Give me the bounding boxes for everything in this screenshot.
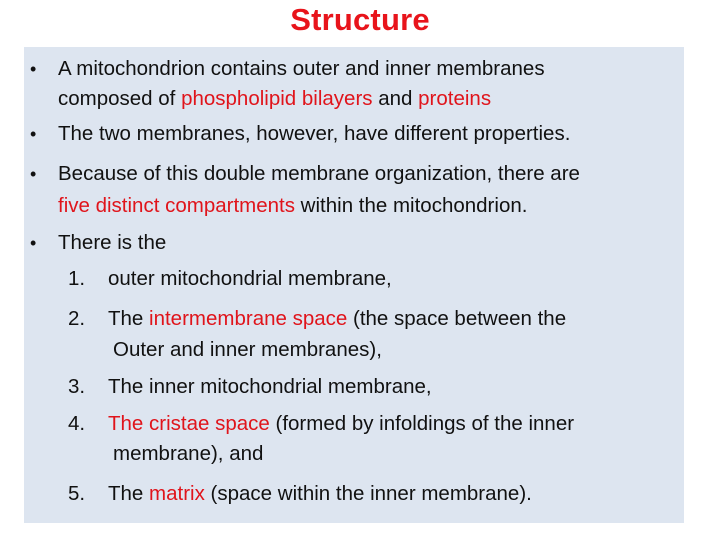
page-title: Structure (290, 2, 430, 37)
text-span: Because of this double membrane organization, there are (58, 162, 580, 185)
text-span: composed of (58, 87, 182, 110)
bullet-marker: • (30, 233, 37, 253)
item-4-line-2 (113, 441, 263, 467)
highlight-intermembrane: intermembrane space (149, 307, 348, 330)
item-number: 2. (68, 307, 86, 330)
text-span: membrane), and (113, 442, 264, 465)
item-1-line-1 (108, 266, 392, 292)
bullet-1-line-2 (58, 86, 491, 112)
item-3-line-1 (108, 374, 432, 400)
text-span: The inner mitochondrial membrane, (108, 375, 432, 398)
highlight-cristae: The cristae space (108, 412, 270, 435)
bullet-1-line-1 (58, 56, 545, 82)
bullet-marker: • (30, 164, 37, 184)
item-number: 5. (68, 482, 86, 505)
highlight-phospholipid: phospholipid bilayers (181, 87, 373, 110)
text-span: (space within the inner membrane). (204, 482, 532, 505)
item-2-line-1 (108, 306, 566, 332)
bullet-4-line-1 (58, 230, 166, 256)
item-number: 3. (68, 375, 86, 398)
highlight-matrix: matrix (149, 482, 205, 505)
bullet-marker: • (30, 59, 37, 79)
item-number: 1. (68, 267, 86, 290)
text-span: (the space between the (347, 307, 567, 330)
bullet-3-line-1 (58, 161, 580, 187)
text-span: The two membranes, however, have different properties. (58, 122, 571, 145)
text-span: Outer and inner membranes), (113, 338, 382, 361)
text-span: outer mitochondrial membrane, (108, 267, 392, 290)
item-5-line-1 (108, 481, 532, 507)
item-4-line-1 (108, 411, 574, 437)
text-span: The (108, 307, 150, 330)
item-2-line-2 (113, 337, 382, 363)
text-span: and (372, 87, 419, 110)
highlight-proteins: proteins (418, 87, 492, 110)
text-span: A mitochondrion contains outer and inner membranes (58, 57, 545, 80)
highlight-compartments: five distinct compartments (58, 194, 295, 217)
bullet-marker: • (30, 124, 37, 144)
text-span: within the mitochondrion. (294, 194, 528, 217)
bullet-3-line-2 (58, 193, 527, 219)
text-span: The (108, 482, 150, 505)
bullet-2-line-1 (58, 121, 570, 147)
text-span: (formed by infoldings of the inner (269, 412, 575, 435)
item-number: 4. (68, 412, 86, 435)
text-span: There is the (58, 231, 167, 254)
